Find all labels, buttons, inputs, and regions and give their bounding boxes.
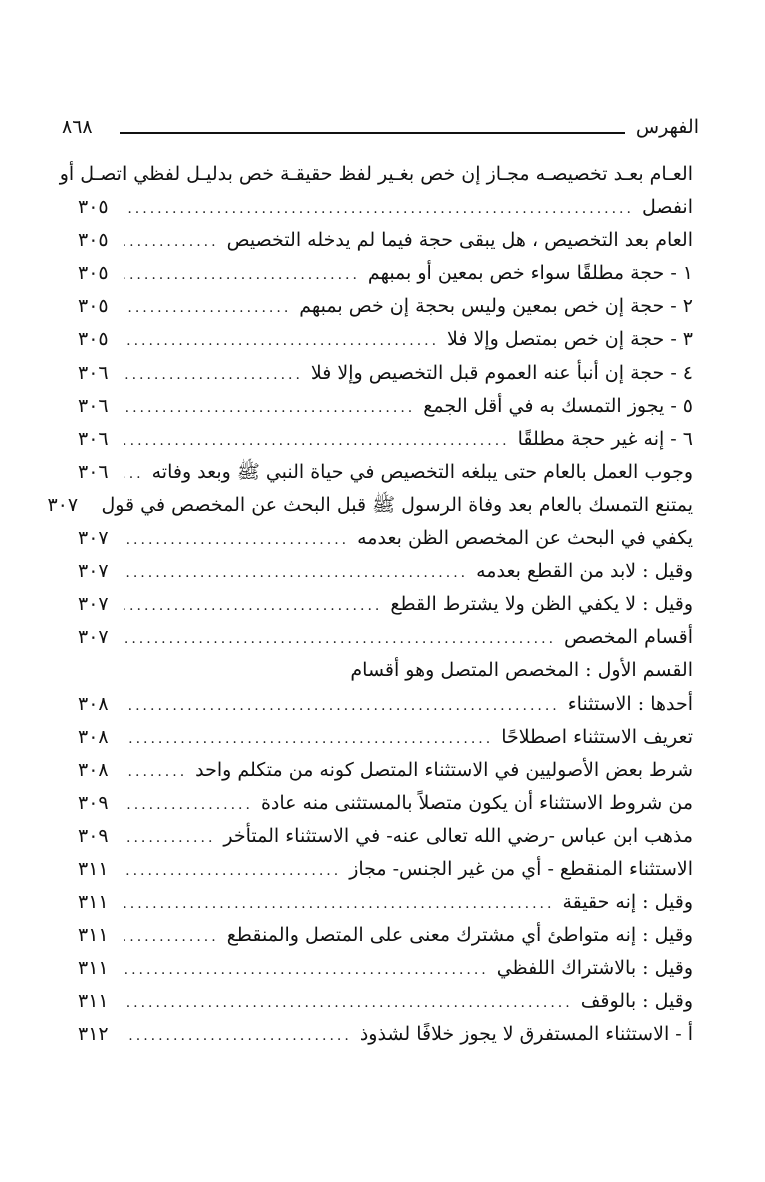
entry-text: وقيل : بالوقف bbox=[580, 990, 693, 1013]
dot-leader bbox=[124, 392, 415, 425]
running-title: الفهرس bbox=[635, 116, 699, 138]
index-entry bbox=[78, 985, 693, 1018]
index-entry bbox=[78, 688, 693, 721]
index-entry bbox=[47, 489, 693, 522]
entry-text: القسم الأول : المخصص المتصل وهو أقسام bbox=[350, 659, 693, 682]
dot-leader bbox=[124, 690, 560, 723]
entry-text: ٢ - حجة إن خص بمعين وليس بحجة إن خص بمبهم bbox=[299, 295, 693, 318]
entry-page-number: ٣١١ bbox=[78, 857, 109, 880]
index-entry bbox=[78, 853, 693, 886]
entry-text: العام بعد التخصيص ، هل يبقى حجة فيما لم يدخله التخصيص bbox=[226, 229, 693, 252]
entry-text: ٦ - إنه غير حجة مطلقًا bbox=[517, 427, 693, 450]
index-entry bbox=[78, 654, 693, 687]
entry-page-number: ٣١١ bbox=[78, 891, 109, 914]
index-entry bbox=[59, 158, 693, 191]
entry-text: وجوب العمل بالعام حتى يبلغه التخصيص في حياة النبي ﷺ وبعد وفاته bbox=[151, 460, 693, 483]
index-entry bbox=[78, 522, 693, 555]
entry-page-number: ٣٠٧ bbox=[47, 493, 79, 516]
index-entry bbox=[78, 191, 693, 224]
entry-text: تعريف الاستثناء اصطلاحًا bbox=[501, 725, 693, 748]
entry-page-number: ٣١١ bbox=[78, 924, 109, 947]
entry-page-number: ٣١٢ bbox=[78, 1023, 109, 1046]
entry-page-number: ٣٠٦ bbox=[78, 361, 109, 384]
index-entry bbox=[78, 323, 693, 356]
dot-leader bbox=[124, 590, 382, 623]
entry-text: وقيل : إنه متواطئ أي مشترك معنى على المتصل والمنقطع bbox=[226, 924, 693, 947]
entry-text: من شروط الاستثناء أن يكون متصلاً بالمستثنى منه عادة bbox=[260, 791, 693, 814]
entry-text: وقيل : لا يكفي الظن ولا يشترط القطع bbox=[390, 593, 693, 616]
dot-leader bbox=[124, 855, 341, 888]
dot-leader bbox=[124, 226, 219, 259]
index-entry bbox=[78, 224, 693, 257]
entry-text: ٥ - يجوز التمسك به في أقل الجمع bbox=[423, 394, 693, 417]
entry-page-number: ٣٠٦ bbox=[78, 460, 109, 483]
entry-text: أحدها : الاستثناء bbox=[567, 692, 693, 715]
entry-page-number: ٣٠٨ bbox=[78, 758, 109, 781]
index-entry bbox=[78, 1018, 693, 1051]
index-entry bbox=[78, 754, 693, 787]
dot-leader bbox=[124, 888, 554, 921]
page-header bbox=[62, 112, 699, 148]
entry-text: شرط بعض الأصوليين في الاستثناء المتصل كونه من متكلم واحد bbox=[195, 758, 693, 781]
dot-leader bbox=[124, 987, 573, 1020]
entry-page-number: ٣٠٨ bbox=[78, 692, 109, 715]
index-entry bbox=[78, 588, 693, 621]
entry-page-number: ٣٠٨ bbox=[78, 725, 109, 748]
entry-text: وقيل : إنه حقيقة bbox=[562, 891, 693, 914]
index-entry bbox=[78, 456, 693, 489]
entry-page-number: ٣٠٥ bbox=[78, 196, 109, 219]
dot-leader bbox=[124, 822, 215, 855]
dot-leader bbox=[124, 524, 349, 557]
entry-text: انفصل bbox=[641, 196, 693, 219]
entry-page-number: ٣٠٦ bbox=[78, 427, 109, 450]
entry-text: مذهب ابن عباس -رضي الله تعالى عنه- في الاستثناء المتأخر bbox=[223, 824, 693, 847]
entry-page-number: ٣٠٧ bbox=[78, 593, 109, 616]
dot-leader bbox=[124, 292, 291, 325]
index-entry bbox=[78, 257, 693, 290]
entry-page-number: ٣٠٥ bbox=[78, 328, 109, 351]
index-entry bbox=[78, 952, 693, 985]
entry-text: العـام بعـد تخصيصـه مجـاز إن خص بغـير لفظ حقيقـة خص بدليـل لفظي اتصـل أو bbox=[59, 163, 693, 185]
entry-text: ٤ - حجة إن أنبأ عنه العموم قبل التخصيص وإلا فلا bbox=[310, 361, 693, 384]
dot-leader bbox=[124, 921, 219, 954]
index-entry bbox=[78, 721, 693, 754]
dot-leader bbox=[124, 359, 303, 392]
entry-text: ٣ - حجة إن خص بمتصل وإلا فلا bbox=[447, 328, 693, 351]
header-rule bbox=[120, 132, 625, 134]
entry-text: وقيل : بالاشتراك اللفظي bbox=[496, 957, 693, 980]
page-number: ٨٦٨ bbox=[62, 116, 93, 138]
entry-text: أ - الاستثناء المستفرق لا يجوز خلافًا لشذوذ bbox=[359, 1023, 693, 1046]
index-entry bbox=[78, 886, 693, 919]
dot-leader bbox=[124, 458, 144, 491]
dot-leader bbox=[124, 623, 556, 656]
index-entry bbox=[78, 919, 693, 952]
entry-text: وقيل : لابد من القطع بعدمه bbox=[476, 560, 693, 583]
index-entry bbox=[78, 357, 693, 390]
index-entry bbox=[78, 390, 693, 423]
dot-leader bbox=[124, 193, 634, 226]
index-list bbox=[47, 158, 693, 1052]
entry-page-number: ٣٠٧ bbox=[78, 626, 109, 649]
entry-page-number: ٣١١ bbox=[78, 957, 109, 980]
entry-text: يكفي في البحث عن المخصص الظن بعدمه bbox=[357, 527, 693, 550]
entry-text: أقسام المخصص bbox=[564, 626, 693, 649]
dot-leader bbox=[124, 425, 510, 458]
dot-leader bbox=[124, 557, 468, 590]
entry-page-number: ٣٠٧ bbox=[78, 527, 109, 550]
dot-leader bbox=[124, 259, 360, 292]
index-entry bbox=[78, 423, 693, 456]
entry-page-number: ٣٠٥ bbox=[78, 295, 109, 318]
entry-page-number: ٣٠٦ bbox=[78, 394, 109, 417]
entry-text: الاستثناء المنقطع - أي من غير الجنس- مجاز bbox=[349, 857, 693, 880]
dot-leader bbox=[124, 756, 187, 789]
dot-leader bbox=[124, 954, 489, 987]
dot-leader bbox=[124, 723, 493, 756]
entry-page-number: ٣٠٩ bbox=[78, 824, 109, 847]
entry-page-number: ٣٠٧ bbox=[78, 560, 109, 583]
entry-page-number: ٣٠٩ bbox=[78, 791, 109, 814]
index-entry bbox=[78, 290, 693, 323]
entry-page-number: ٣٠٥ bbox=[78, 262, 109, 285]
entry-text: يمتنع التمسك بالعام بعد وفاة الرسول ﷺ قبل البحث عن المخصص في قول bbox=[101, 493, 693, 516]
entry-page-number: ٣١١ bbox=[78, 990, 109, 1013]
dot-leader bbox=[124, 1020, 352, 1053]
index-entry bbox=[78, 555, 693, 588]
index-entry bbox=[78, 820, 693, 853]
entry-page-number: ٣٠٥ bbox=[78, 229, 109, 252]
entry-text: ١ - حجة مطلقًا سواء خص بمعين أو بمبهم bbox=[367, 262, 693, 285]
dot-leader bbox=[124, 325, 439, 358]
index-entry bbox=[78, 787, 693, 820]
dot-leader bbox=[124, 789, 253, 822]
index-entry bbox=[78, 621, 693, 654]
